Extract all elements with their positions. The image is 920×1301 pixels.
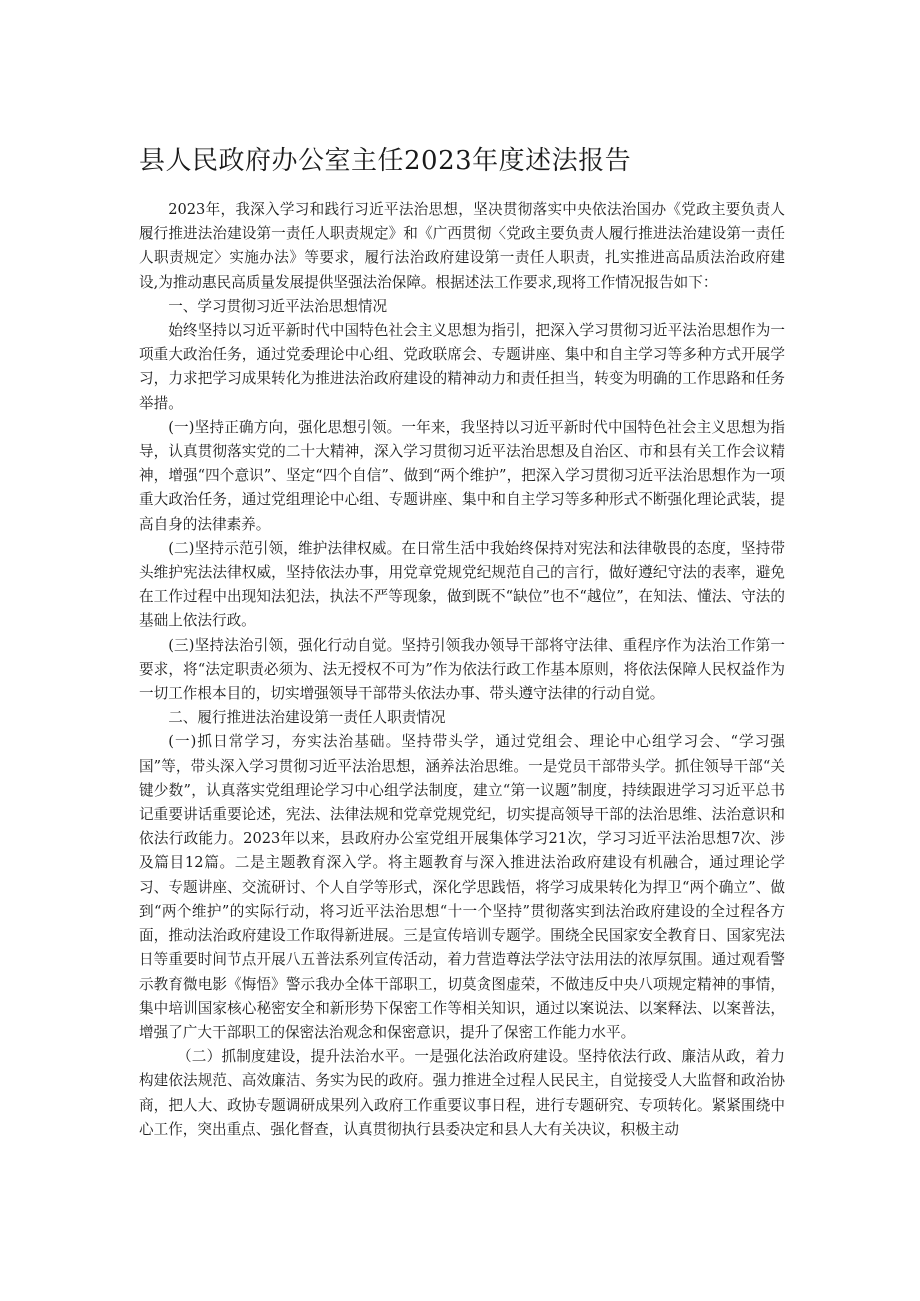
intro-paragraph: 2023年，我深入学习和践行习近平法治思想，坚决贯彻落实中央依法治国办《党政主要负责人履行推进法治建设第一责任人职责规定》和《广西贯彻〈党政主要负责人履行推进法治建设第一责任人职责规定〉实施办法》等要求，履行法治政府建设第一责任人职责，扎实推进高品质法治政府建设,为推动惠民高质量发展提供坚强法治保障。根据述法工作要求,现将工作情况报告如下： (139, 201, 785, 291)
document-title: 县人民政府办公室主任2023年度述法报告 (139, 146, 632, 176)
section-1-item-3-paragraph: (三)坚持法治引领，强化行动自觉。坚持引领我办领导干部将守法律、重程序作为法治工作第一要求，将“法定职责必须为、法无授权不可为”作为依法行政工作基本原则，将依法保障人民权益作为一切工作根本目的，切实增强领导干部带头依法办事、带头遵守法律的行动自觉。 (139, 636, 785, 703)
document-body (139, 198, 785, 1142)
section-2-item-1-paragraph: (一)抓日常学习，夯实法治基础。坚持带头学，通过党组会、理论中心组学习会、“学习强国”等，带头深入学习贯彻习近平法治思想，涵养法治思维。一是党员干部带头学。抓住领导干部“关键少数”，认真落实党组理论学习中心组学法制度，建立“第一议题”制度，持续跟进学习习近平总书记重要讲话重要论述，宪法、法律法规和党章党规党纪，切实提高领导干部的法治思维、法治意识和依法行政能力。2023年以来，县政府办公室党组开展集体学习21次，学习习近平法治思想7次、涉及篇目12篇。二是主题教育深入学。将主题教育与深入推进法治政府建设有机融合，通过理论学习、专题讲座、交流研讨、个人自学等形式，深化学思践悟，将学习成果转化为捍卫“两个确立”、做到“两个维护”的实际行动，将习近平法治思想“十一个坚持”贯彻落实到法治政府建设的全过程各方面，推动法治政府建设工作取得新进展。三是宣传培训专题学。围绕全民国家安全教育日、国家宪法日等重要时间节点开展八五普法系列宣传活动，着力营造尊法学法守法用法的浓厚氛围。通过观看警示教育微电影《悔悟》警示我办全体干部职工，切莫贪图虚荣，不做违反中央八项规定精神的事情，集中培训国家核心秘密安全和新形势下保密工作等相关知识，通过以案说法、以案释法、以案普法，增强了广大干部职工的保密法治观念和保密意识，提升了保密工作能力水平。 (139, 733, 785, 1041)
section-1-item-2-paragraph: (二)坚持示范引领，维护法律权威。在日常生活中我始终保持对宪法和法律敬畏的态度，坚持带头维护宪法法律权威，坚持依法办事，用党章党规党纪规范自己的言行，做好遵纪守法的表率，避免在工作过程中出现知法犯法，执法不严等现象，做到既不“缺位”也不“越位”，在知法、懂法、守法的基础上依法行政。 (139, 539, 785, 630)
section-heading-1: 一、学习贯彻习近平法治思想情况 (168, 297, 388, 315)
section-heading-2: 二、履行推进法治建设第一责任人职责情况 (168, 709, 446, 727)
section-1-item-1-paragraph: (一)坚持正确方向，强化思想引领。一年来，我坚持以习近平新时代中国特色社会主义思想为指导，认真贯彻落实党的二十大精神，深入学习贯彻习近平法治思想及自治区、市和县有关工作会议精神，增强“四个意识”、坚定“四个自信”、做到“两个维护”，把深入学习贯彻习近平法治思想作为一项重大政治任务，通过党组理论中心组、专题讲座、集中和自主学习等多种形式不断强化理论武装，提高自身的法律素养。 (139, 418, 785, 533)
section-1-intro-paragraph: 始终坚持以习近平新时代中国特色社会主义思想为指引，把深入学习贯彻习近平法治思想作为一项重大政治任务，通过党委理论中心组、党政联席会、专题讲座、集中和自主学习等多种方式开展学习，力求把学习成果转化为推进法治政府建设的精神动力和责任担当，转变为明确的工作思路和任务举措。 (139, 322, 785, 412)
section-2-item-2-paragraph: （二）抓制度建设，提升法治水平。一是强化法治政府建设。坚持依法行政、廉洁从政，着力构建依法规范、高效廉洁、务实为民的政府。强力推进全过程人民民主，自觉接受人大监督和政治协商，把人大、政协专题调研成果列入政府工作重要议事日程，进行专题研究、专项转化。紧紧围绕中心工作，突出重点、强化督查，认真贯彻执行县委决定和县人大有关决议，积极主动 (139, 1048, 785, 1138)
